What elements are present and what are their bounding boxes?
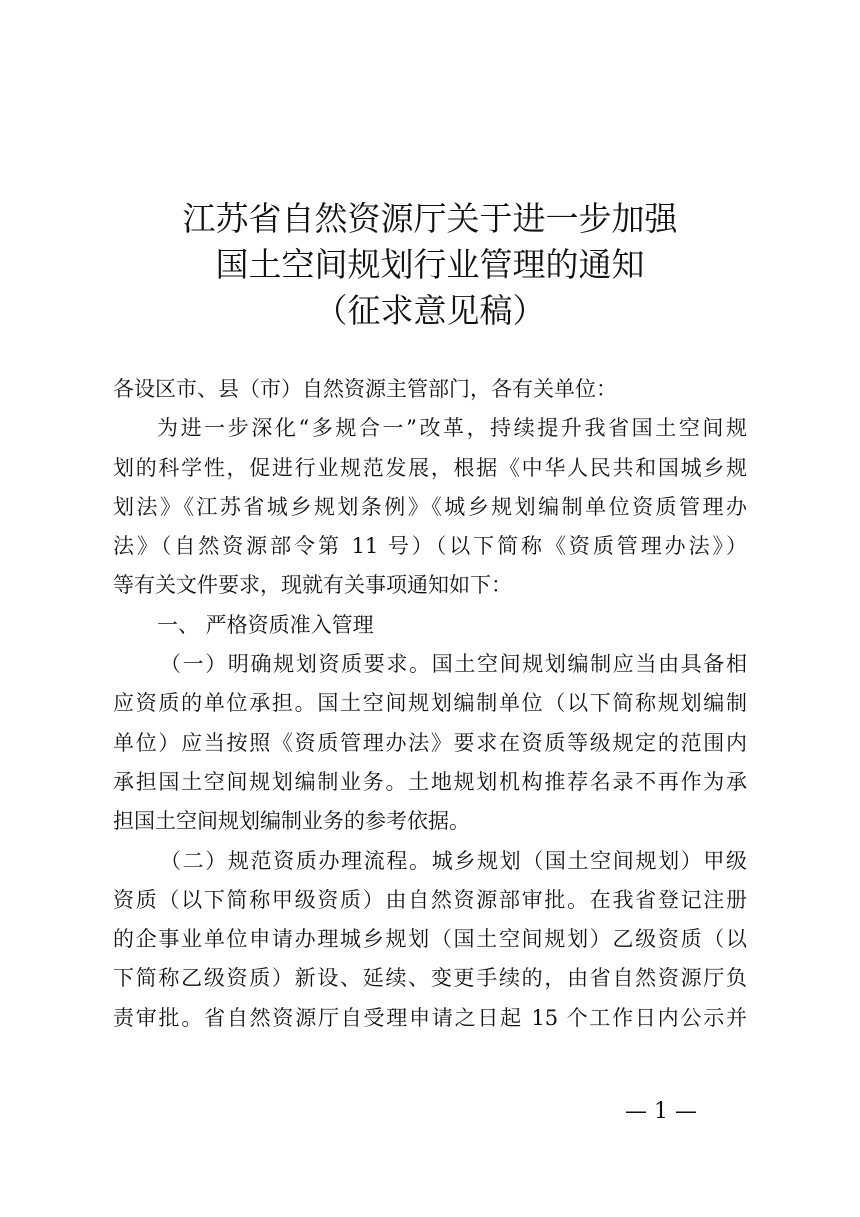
item-2-text: 城乡规划（国土空间规划）甲级 [431,848,748,873]
item-1-text: 国土空间规划编制应当由具备相 [431,652,748,677]
item-1-line-5: 担国土空间规划编制业务的参考依据。 [113,809,470,834]
item-1-line-4: 承担国土空间规划编制业务。土地规划机构推荐名录不再作为承 [113,769,747,794]
item-2-line-5: 责审批。省自然资源厅自受理申请之日起 15 个工作日内公示并 [113,1005,747,1030]
item-2-line-4: 下简称乙级资质）新设、延续、变更手续的，由省自然资源厅负 [113,966,747,991]
intro-line-1: 为进一步深化“多规合一”改革，持续提升我省国土空间规 [157,416,747,441]
title-line-2: 国土空间规划行业管理的通知 [215,245,645,284]
title-line-3: （征求意见稿） [314,291,546,330]
document-title [0,196,860,334]
title-line-1: 江苏省自然资源厅关于进一步加强 [182,199,678,238]
document-body [113,370,747,1038]
intro-line-5: 等有关文件要求，现就有关事项通知如下： [113,573,512,598]
item-1-line-3: 单位）应当按照《资质管理办法》要求在资质等级规定的范围内 [113,730,747,755]
item-2-heading: （二）规范资质办理流程。 [160,848,432,873]
item-1-heading: （一）明确规划资质要求。 [160,652,432,677]
item-2-line-3: 的企事业单位申请办理城乡规划（国土空间规划）乙级资质（以 [113,927,747,952]
page-number: — 1 — [625,1099,697,1124]
intro-line-4: 法》（自然资源部令第 11 号）（以下简称《资质管理办法》） [113,534,747,559]
item-1-line-2: 应资质的单位承担。国土空间规划编制单位（以下简称规划编制 [113,691,747,716]
item-1-first-line [113,645,747,684]
intro-line-3: 划法》《江苏省城乡规划条例》《城乡规划编制单位资质管理办 [113,494,747,519]
item-2-line-2: 资质（以下简称甲级资质）由自然资源部审批。在我省登记注册 [113,887,747,912]
intro-line-2: 划的科学性，促进行业规范发展，根据《中华人民共和国城乡规 [113,455,747,480]
section-1-heading: 一、 严格资质准入管理 [157,612,374,637]
salutation: 各设区市、县（市）自然资源主管部门，各有关单位： [113,377,617,401]
item-2-first-line [113,842,747,881]
